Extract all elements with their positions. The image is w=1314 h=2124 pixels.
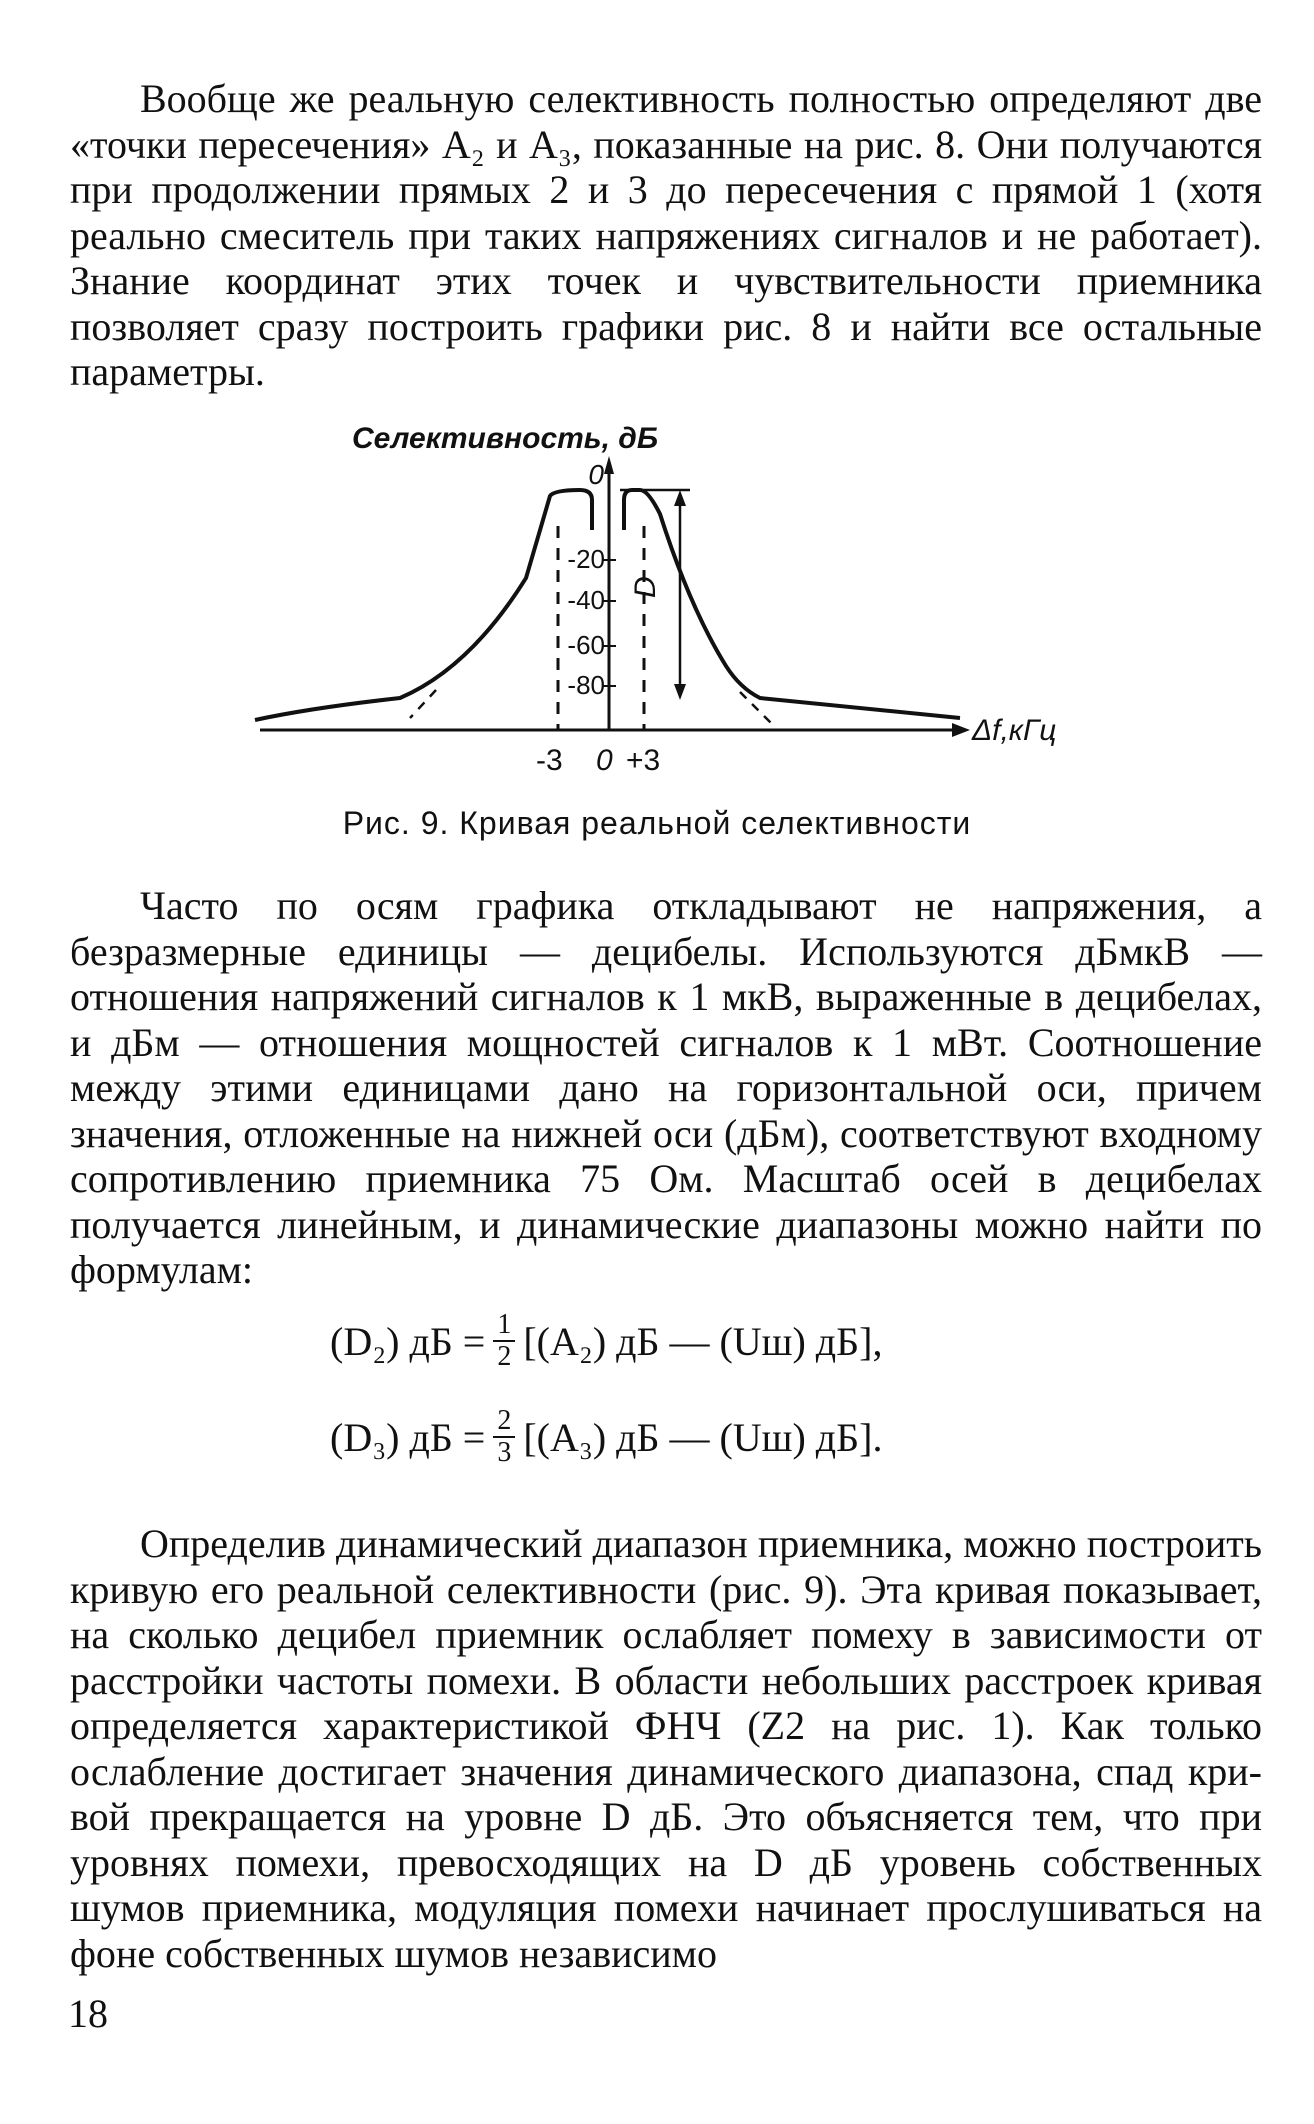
y-axis-title: Селективность, дБ <box>352 422 659 455</box>
paragraph-3: Определив динамический диапазон приемника, можно построить кривую его реальной селективности (рис. 9). Эта кривая показывает, на сколько децибел приемник ослабляет помеху в зависимости от расстройки частоты помехи. В области небольших расстроек кривая определяется характеристикой ФНЧ (Z2 на рис. 1). Как только ослабление достигает значения динамического диапазона, спад кривой прекращается на уровне D дБ. Это объясняется тем, что при уровнях помехи, превосходящих на D дБ уровень собственных шумов приемника, модуляция помехи начинает прослушиваться на фоне собственных шумов независимо <box>70 1521 1262 1976</box>
fraction-denominator: 3 <box>497 1437 512 1468</box>
formula-fraction <box>493 1310 515 1372</box>
formula-lhs: (D₃) дБ = <box>330 1414 486 1460</box>
selectivity-figure <box>240 418 1120 858</box>
y-tick-label: 0 <box>588 459 604 490</box>
x-axis-title: Δf,кГц <box>972 714 1057 747</box>
x-tick-label: -3 <box>536 744 563 777</box>
dimension-arrow-up-icon <box>674 490 686 506</box>
fraction-numerator: 1 <box>493 1310 515 1342</box>
dimension-arrow-down-icon <box>674 684 686 700</box>
formula-fraction <box>493 1406 515 1468</box>
formula-rhs: [(A₃) дБ — (Uш) дБ]. <box>523 1414 883 1460</box>
x-tick-label: +3 <box>626 744 661 777</box>
figure-caption: Рис. 9. Кривая реальной селективности <box>342 805 972 841</box>
y-tick-label: -40 <box>567 585 605 615</box>
slope-extension-left <box>410 690 436 718</box>
dimension-label: D <box>629 576 662 598</box>
fraction-denominator: 2 <box>497 1341 512 1372</box>
selectivity-chart <box>240 418 1120 818</box>
formula-lhs: (D₂) дБ = <box>330 1318 486 1364</box>
paragraph-2: Часто по осям графика откладывают не напряжения, а безразмерные единицы — децибелы. Используются дБмкВ — отношения напряжений сигналов к 1 мкВ, выраженные в децибелах, и дБм — отношения мощностей сигналов к 1 мВт. Соотношение между этими единицами дано на горизонтальной оси, причем значения, отложенные на нижней оси (дБм), соответствуют входному сопротивлению приемника 75 Ом. Масштаб осей в децибелах получается линейным, и динамические диапазоны можно найти по формулам: <box>70 883 1262 1292</box>
x-tick-label: 0 <box>596 744 613 777</box>
page-number: 18 <box>68 1991 108 2036</box>
y-axis-arrow-icon <box>604 456 614 474</box>
y-tick-label: -20 <box>567 544 605 574</box>
selectivity-curve-left <box>255 490 592 720</box>
y-tick-label: -60 <box>567 630 605 660</box>
formula-d3 <box>330 1406 882 1468</box>
fraction-numerator: 2 <box>493 1406 515 1438</box>
x-axis-arrow-icon <box>952 723 970 737</box>
y-tick-label: -80 <box>567 670 605 700</box>
selectivity-curve-right <box>624 490 960 718</box>
formula-rhs: [(A₂) дБ — (Uш) дБ], <box>523 1318 883 1364</box>
formula-d2 <box>330 1310 882 1372</box>
paragraph-1: Вообще же реальную селективность полностью определяют две «точки пересечения» A₂ и A₃, показанные на рис. 8. Они получаются при продолжении прямых 2 и 3 до пересечения с прямой 1 (хотя реально смеситель при таких напряжениях сигналов и не работает). Знание координат этих точек и чувствительности приемника позволяет сразу построить графики рис. 8 и найти все остальные параметры. <box>70 76 1262 394</box>
